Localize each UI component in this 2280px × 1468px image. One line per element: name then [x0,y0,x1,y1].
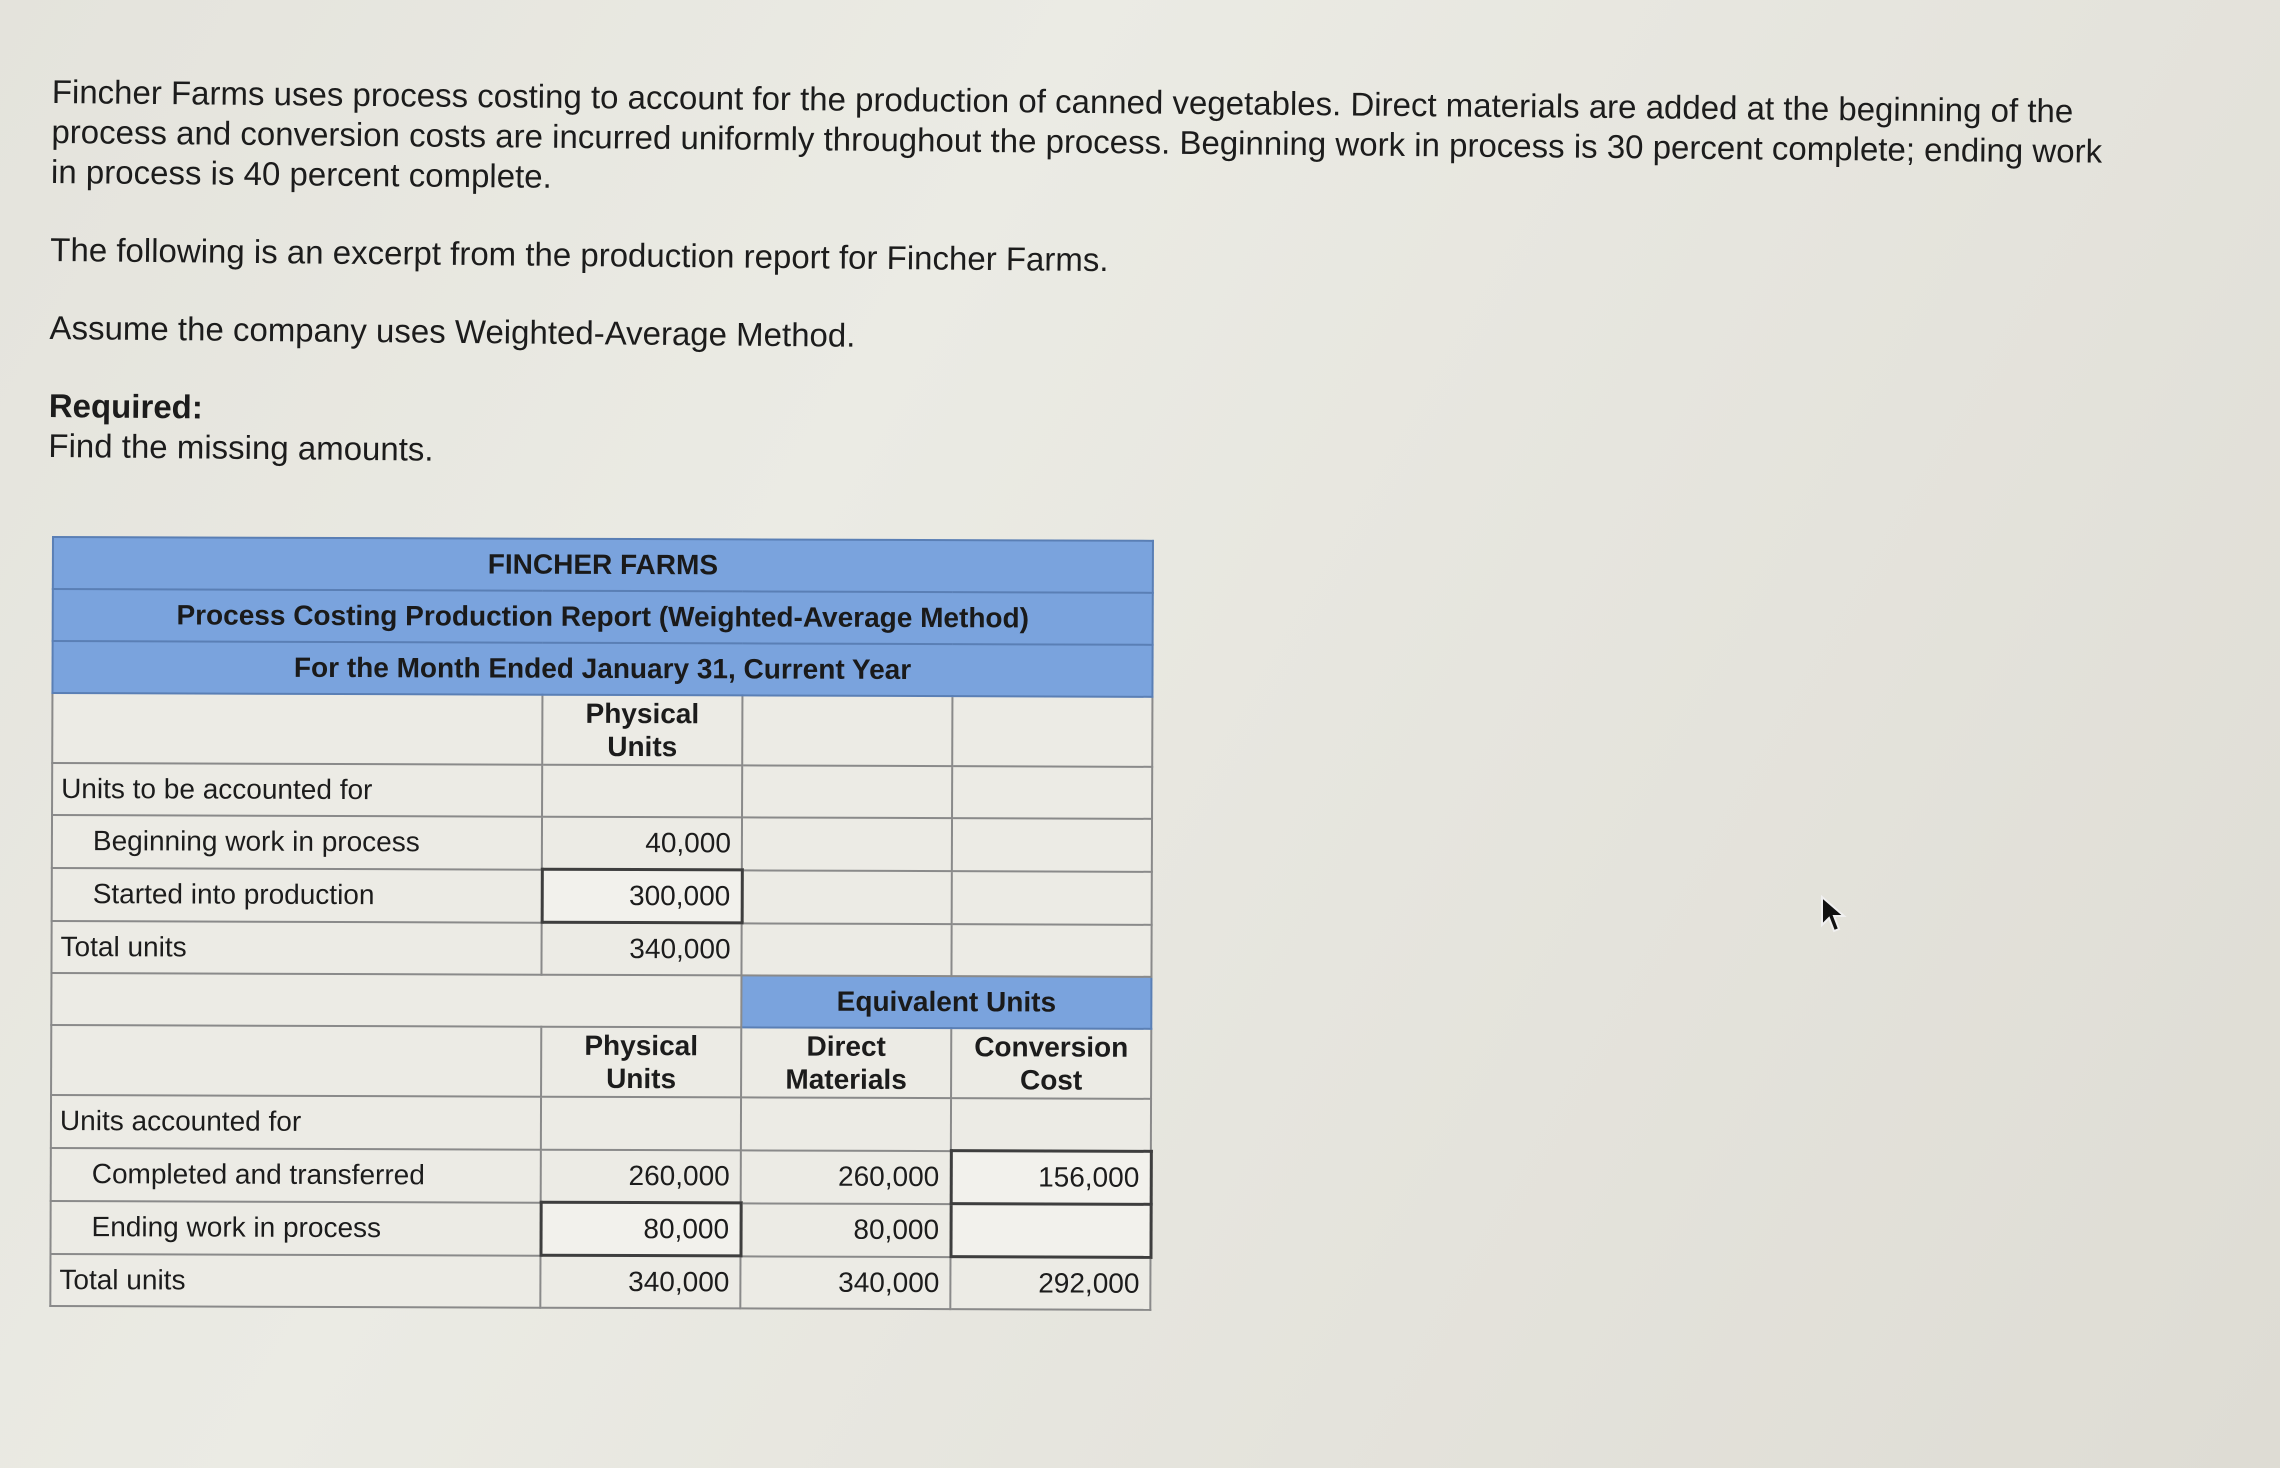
completed-physical-value: 260,000 [541,1149,741,1203]
conversion-cost-header: Conversion Cost [951,1028,1151,1099]
blank-cell [541,1097,741,1150]
blank-cell [542,765,742,818]
direct-materials-header: Direct Materials [741,1027,951,1098]
total-units-label-2: Total units [50,1253,540,1307]
blank-cell [742,695,952,766]
production-report [49,536,1152,1311]
completed-transferred-label: Completed and transferred [51,1147,541,1202]
report-title: Process Costing Production Report (Weighted-Average Method) [53,589,1153,645]
completed-cc-input[interactable]: 156,000 [951,1151,1151,1205]
mouse-pointer-icon [1820,895,1848,935]
beginning-wip-value: 40,000 [542,817,742,870]
total-physical-value: 340,000 [540,1255,740,1308]
blank-cell [951,1098,1151,1151]
required-label: Required: [48,386,203,426]
units-accounted-label: Units accounted for [51,1095,541,1149]
equivalent-units-header: Equivalent Units [741,975,1151,1028]
started-production-input[interactable]: 300,000 [542,869,742,923]
blank-cell [952,871,1152,925]
blank-cell [51,1025,541,1097]
blank-cell [952,766,1152,819]
blank-cell [742,817,952,870]
total-units-label: Total units [51,921,541,975]
report-period: For the Month Ended January 31, Current Year [52,641,1152,697]
total-cc-value: 292,000 [950,1257,1150,1310]
physical-units-header-2: Physical Units [541,1027,741,1098]
started-production-label: Started into production [52,868,542,923]
ending-physical-input[interactable]: 80,000 [540,1202,740,1256]
units-to-account-label: Units to be accounted for [52,763,542,817]
blank-cell [52,693,542,765]
total-dm-value: 340,000 [740,1256,950,1309]
blank-cell [51,973,741,1027]
blank-cell [951,924,1151,977]
blank-cell [952,818,1152,871]
intro-paragraph: Fincher Farms uses process costing to account for the production of canned vegetables. Direct materials are added at the beginning of the process and conversion costs are incurred uniformly throughout the process. Beginning work in process is 30 percent complete; ending work in process is 40 percent complete. [50,72,2103,195]
beginning-wip-label: Beginning work in process [52,815,542,869]
completed-dm-value: 260,000 [741,1150,951,1204]
excerpt-paragraph: The following is an excerpt from the production report for Fincher Farms. [50,230,1109,279]
ending-cc-input[interactable] [950,1204,1150,1258]
total-units-value: 340,000 [541,922,741,975]
problem-statement [48,72,2112,486]
blank-cell [741,1097,951,1150]
ending-wip-label: Ending work in process [50,1200,540,1255]
required-text: Find the missing amounts. [48,426,434,468]
blank-cell [952,696,1152,767]
blank-cell [742,765,952,818]
report-company: FINCHER FARMS [53,537,1153,593]
blank-cell [741,923,951,976]
ending-dm-value: 80,000 [740,1203,950,1257]
physical-units-header: Physical Units [542,695,742,766]
blank-cell [742,870,952,924]
production-report-table [49,536,1154,1311]
assume-paragraph: Assume the company uses Weighted-Average Method. [49,308,856,354]
